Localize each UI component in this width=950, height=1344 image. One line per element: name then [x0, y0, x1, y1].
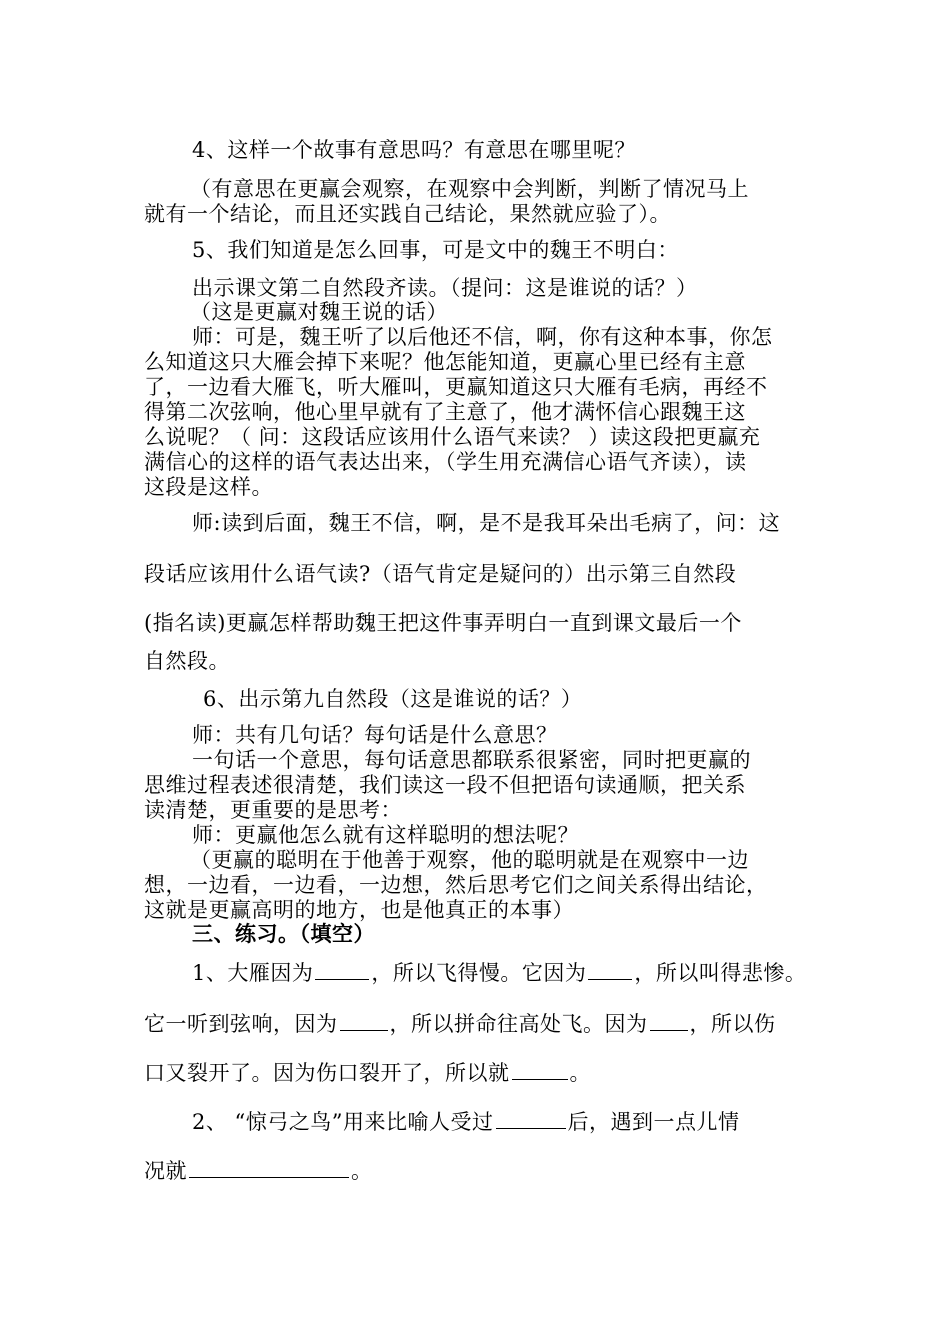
- paragraph-line: 师：共有几句话？每句话是什么意思？: [192, 723, 558, 747]
- fill-in-blank[interactable]: [340, 1010, 388, 1031]
- paragraph-line: 段话应该用什么语气读?（语气肯定是疑问的）出示第三自然段: [144, 562, 737, 586]
- paragraph-line: 一句话一个意思，每句话意思都联系很紧密，同时把更赢的: [192, 748, 751, 772]
- paragraph-line: 这就是更赢高明的地方，也是他真正的本事）: [144, 898, 574, 922]
- paragraph-line: 思维过程表述很清楚，我们读这一段不但把语句读通顺，把关系: [144, 773, 746, 797]
- paragraph-line: 读清楚，更重要的是思考：: [144, 798, 402, 822]
- paragraph-line: (指名读)更赢怎样帮助魏王把这件事弄明白一直到课文最后一个: [144, 611, 742, 635]
- paragraph-line: 么知道这只大雁会掉下来呢？他怎能知道，更赢心里已经有主意: [144, 350, 746, 374]
- exercise-1-line-2: [144, 1010, 776, 1037]
- exercise-text: 。: [569, 1061, 591, 1085]
- paragraph-line: 师：可是，魏王听了以后他还不信，啊，你有这种本事，你怎: [192, 325, 773, 349]
- exercise-text: 况就: [144, 1159, 187, 1183]
- exercise-2-line-1: [192, 1108, 740, 1135]
- exercise-2-line-2: [144, 1157, 373, 1184]
- exercise-text: 它一听到弦响，因为: [144, 1012, 338, 1036]
- fill-in-blank[interactable]: [496, 1108, 566, 1129]
- paragraph-line: 出示课文第二自然段齐读。（提问：这是谁说的话？）: [192, 276, 698, 300]
- fill-in-blank[interactable]: [588, 959, 632, 980]
- exercise-text: 2、 “惊弓之鸟”用来比喻人受过: [192, 1110, 494, 1134]
- paragraph-line: （更赢的聪明在于他善于观察，他的聪明就是在观察中一边: [190, 848, 749, 872]
- paragraph-line: 4、这样一个故事有意思吗？有意思在哪里呢？: [192, 138, 636, 162]
- paragraph-line: （这是更赢对魏王说的话）: [190, 300, 448, 324]
- paragraph-line: 这段是这样。: [144, 475, 273, 499]
- paragraph-line: 师:读到后面，魏王不信，啊，是不是我耳朵出毛病了，问：这: [192, 511, 781, 535]
- exercise-text: ，所以伤: [689, 1012, 776, 1036]
- fill-in-blank[interactable]: [650, 1010, 688, 1031]
- paragraph-line: 就有一个结论，而且还实践自己结论，果然就应验了）。: [144, 202, 671, 226]
- exercise-text: 后，遇到一点儿情: [567, 1110, 740, 1134]
- exercise-1-line-1: [192, 959, 806, 986]
- exercise-text: 1、大雁因为: [192, 961, 314, 985]
- fill-in-blank[interactable]: [512, 1059, 568, 1080]
- paragraph-line: 了，一边看大雁飞，听大雁叫，更赢知道这只大雁有毛病，再经不: [144, 375, 768, 399]
- fill-in-blank[interactable]: [189, 1157, 349, 1178]
- exercise-text: 。: [351, 1159, 373, 1183]
- paragraph-line: 5、我们知道是怎么回事，可是文中的魏王不明白：: [192, 238, 679, 262]
- paragraph-line: （有意思在更赢会观察，在观察中会判断，判断了情况马上: [190, 177, 749, 201]
- paragraph-line: 满信心的这样的语气表达出来，（学生用充满信心语气齐读），读: [144, 450, 747, 474]
- exercise-text: 口又裂开了。因为伤口裂开了，所以就: [144, 1061, 510, 1085]
- exercise-text: ，所以飞得慢。它因为: [371, 961, 587, 985]
- paragraph-line: 想，一边看，一边看，一边想，然后思考它们之间关系得出结论，: [144, 873, 768, 897]
- paragraph-line: 么说呢？（ 问：这段话应该用什么语气来读？ ）读这段把更赢充: [144, 425, 761, 449]
- exercise-1-line-3: [144, 1059, 591, 1086]
- paragraph-line: 得第二次弦响，他心里早就有了主意了，他才满怀信心跟魏王这: [144, 400, 746, 424]
- section-heading: 三、练习。（填空）: [192, 921, 375, 946]
- paragraph-line: 自然段。: [144, 649, 230, 673]
- exercise-text: ，所以拼命往高处飞。因为: [389, 1012, 648, 1036]
- exercise-text: ，所以叫得悲惨。: [634, 961, 807, 985]
- paragraph-line: 师：更赢他怎么就有这样聪明的想法呢？: [192, 823, 579, 847]
- fill-in-blank[interactable]: [315, 959, 369, 980]
- paragraph-line: 6、出示第九自然段（这是谁说的话？）: [203, 687, 583, 711]
